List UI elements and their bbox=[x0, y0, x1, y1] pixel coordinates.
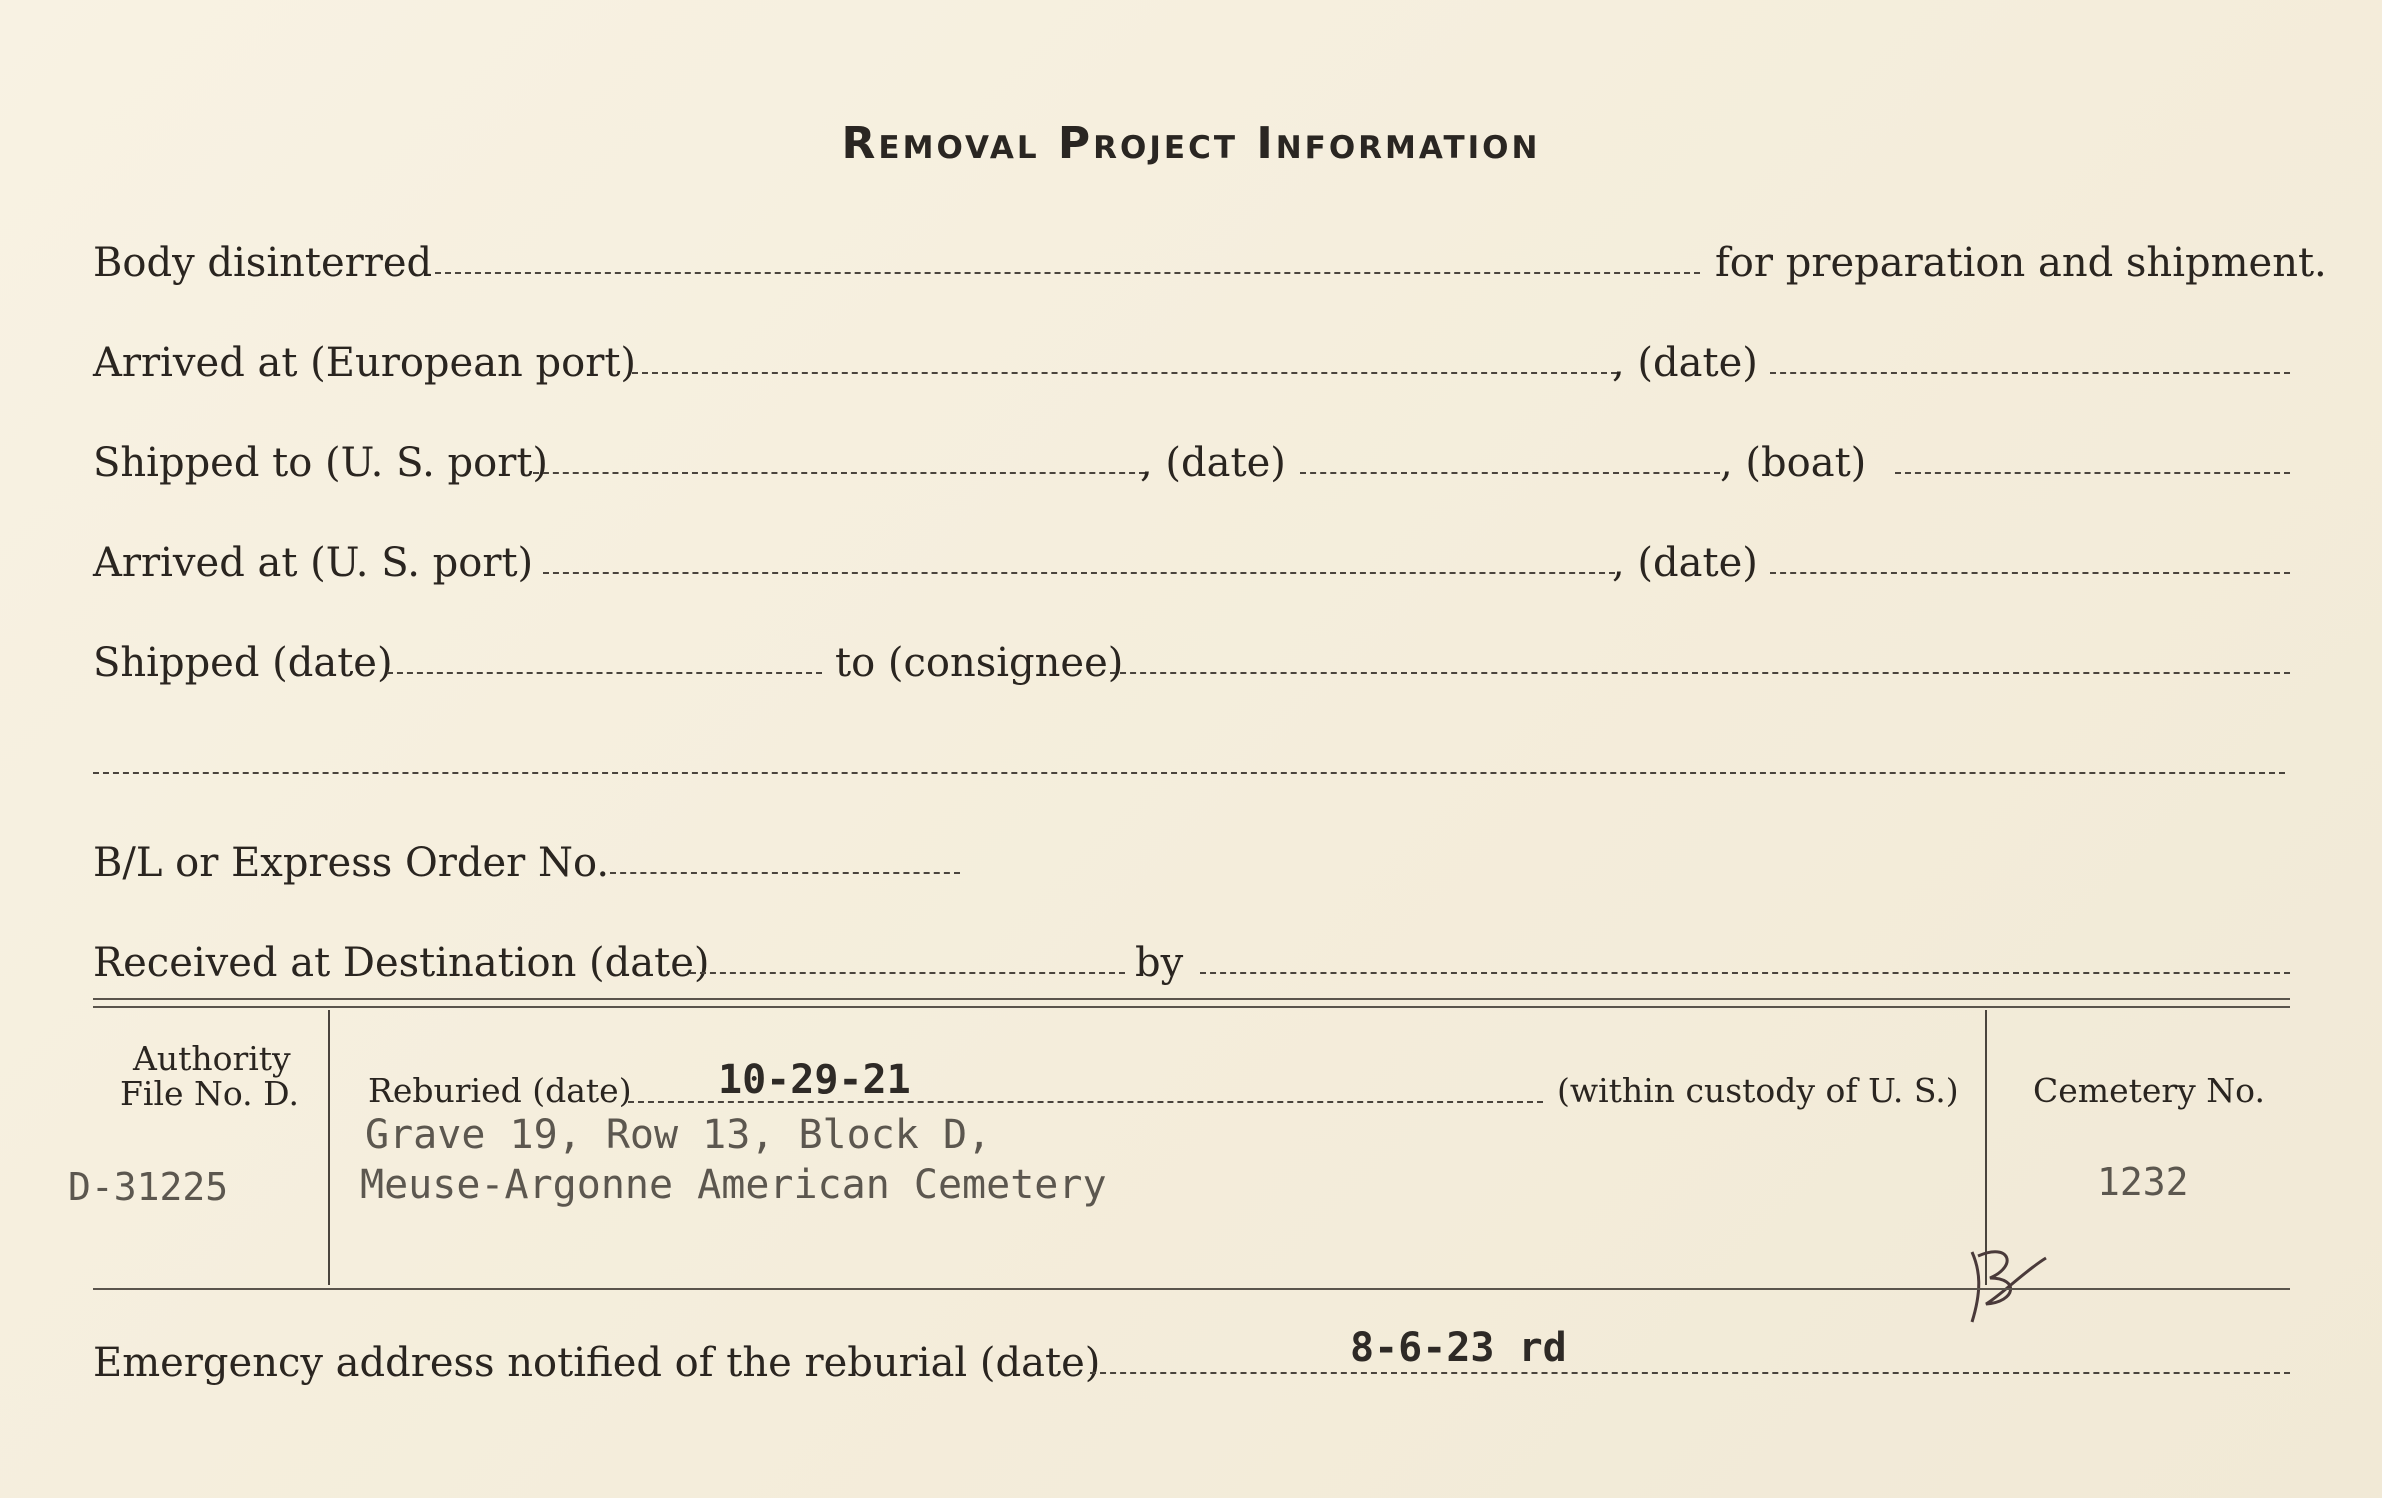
arrived-us-port-field[interactable] bbox=[543, 572, 1615, 574]
received-date-field[interactable] bbox=[690, 972, 1125, 974]
reburied-date-label: Reburied (date) bbox=[368, 1071, 632, 1110]
reburied-date-value: 10-29-21 bbox=[718, 1057, 911, 1103]
received-destination-label: Received at Destination (date) bbox=[93, 940, 710, 986]
shipped-date-value-field[interactable] bbox=[387, 672, 822, 674]
section-rule-top-2 bbox=[93, 1006, 2290, 1008]
arrived-european-port-label: Arrived at (European port) bbox=[93, 340, 637, 386]
consignee-label: to (consignee) bbox=[835, 640, 1124, 686]
date-label-1: , (date) bbox=[1612, 340, 1758, 386]
body-disinterred-label: Body disinterred bbox=[93, 240, 433, 286]
grave-location: Grave 19, Row 13, Block D, bbox=[365, 1112, 992, 1158]
authority-label: Authority bbox=[133, 1039, 291, 1078]
date-label-2: , (date) bbox=[1140, 440, 1286, 486]
emergency-address-label: Emergency address notified of the reburial (date) bbox=[93, 1340, 1101, 1386]
shipped-date-label: Shipped (date) bbox=[93, 640, 393, 686]
shipped-to-us-port-label: Shipped to (U. S. port) bbox=[93, 440, 548, 486]
emergency-date-field[interactable] bbox=[1090, 1372, 2290, 1374]
cemetery-name: Meuse-Argonne American Cemetery bbox=[360, 1162, 1107, 1208]
by-label: by bbox=[1135, 940, 1184, 986]
us-arrival-date-field[interactable] bbox=[1770, 572, 2290, 574]
consignee-field[interactable] bbox=[1110, 672, 2290, 674]
received-by-field[interactable] bbox=[1200, 972, 2290, 974]
arrived-us-port-label: Arrived at (U. S. port) bbox=[93, 540, 534, 586]
boat-label: , (boat) bbox=[1720, 440, 1867, 486]
boat-field[interactable] bbox=[1895, 472, 2290, 474]
us-port-field[interactable] bbox=[533, 472, 1145, 474]
cemetery-no-label: Cemetery No. bbox=[2033, 1071, 2265, 1110]
authority-file-number: D-31225 bbox=[68, 1165, 229, 1209]
european-arrival-date-field[interactable] bbox=[1770, 372, 2290, 374]
preparation-shipment-label: for preparation and shipment. bbox=[1715, 240, 2327, 286]
date-label-3: , (date) bbox=[1612, 540, 1758, 586]
emergency-date-value: 8-6-23 rd bbox=[1350, 1325, 1567, 1371]
cemetery-number: 1232 bbox=[2097, 1160, 2189, 1204]
shipped-date-field[interactable] bbox=[1300, 472, 1720, 474]
initials-mark bbox=[1960, 1240, 2050, 1330]
consignee-continuation-field[interactable] bbox=[93, 772, 2285, 774]
section-rule-bottom bbox=[93, 1288, 2290, 1290]
body-disinterred-field[interactable] bbox=[435, 272, 1700, 274]
bl-express-order-field[interactable] bbox=[610, 872, 960, 874]
section-rule-top bbox=[93, 998, 2290, 1000]
file-no-label: File No. D. bbox=[120, 1074, 299, 1113]
custody-label: (within custody of U. S.) bbox=[1557, 1071, 1959, 1110]
column-divider-left bbox=[328, 1010, 330, 1285]
european-port-field[interactable] bbox=[632, 372, 1617, 374]
card-title: Removal Project Information bbox=[841, 118, 1541, 169]
bl-express-order-label: B/L or Express Order No. bbox=[93, 840, 610, 886]
